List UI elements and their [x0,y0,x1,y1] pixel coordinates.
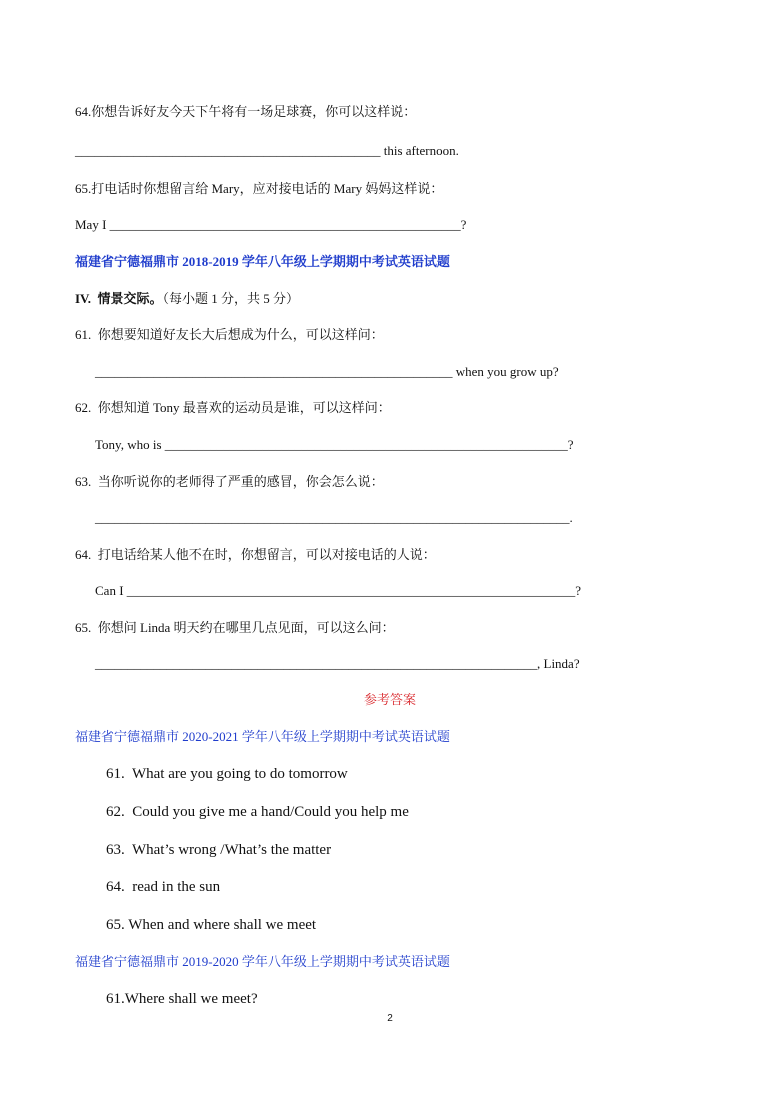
q62-answer-line [95,437,574,453]
q65-old-answer-line [75,217,466,233]
q64-tail: ? [575,583,582,598]
q65-tail: , Linda? [537,656,580,671]
q62-tail: ? [567,437,574,452]
q65-blank: ____________________________________________________________________ [95,656,537,671]
q64-old-answer-line [75,143,459,159]
answer-2020-61: 61. What are you going to do tomorrow [106,766,348,782]
q65-old-prompt: 65.打电话时你想留言给 Mary，应对接电话的 Mary 妈妈这样说： [75,181,444,196]
q64-old-blank: _______________________________________________ [75,143,381,158]
q64-blank: _____________________________________________________________________ [126,583,576,598]
q65-old-tail: ? [460,217,467,232]
section-heading-note: （每小题 1 分，共 5 分） [162,291,300,306]
answer-2020-65: 65. When and where shall we meet [106,917,317,933]
answer-2019-61: 61.Where shall we meet? [106,991,258,1007]
q65-old-head: May I [75,217,110,232]
q63-blank: _________________________________________________________________________ [95,510,570,525]
q63-prompt: 63. 当你听说你的老师得了严重的感冒，你会怎么说： [75,474,384,489]
q61-tail: when you grow up? [452,364,559,379]
q62-head: Tony, who is [95,437,165,452]
q64-old-prompt: 64.你想告诉好友今天下午将有一场足球赛，你可以这样说： [75,104,417,119]
answer-2020-63: 63. What’s wrong /What’s the matter [106,842,332,858]
section-title-2020: 福建省宁德福鼎市 2020-2021 学年八年级上学期期中考试英语试题 [75,729,450,744]
q64-answer-line [95,583,581,599]
q61-answer-line [95,364,559,380]
section-heading-label: IV. 情景交际。 [75,291,163,306]
q62-blank: ______________________________________________________________ [164,437,568,452]
section-heading-iv [75,291,299,307]
q63-tail: . [569,510,573,525]
q65-old-blank: ______________________________________________________ [109,217,461,232]
page-number: 2 [387,1013,393,1024]
q65-prompt: 65. 你想问 Linda 明天约在哪里几点见面，可以这么问： [75,620,395,635]
q62-prompt: 62. 你想知道 Tony 最喜欢的运动员是谁，可以这样问： [75,400,391,415]
answer-2020-64: 64. read in the sun [106,879,221,895]
q63-answer-line [95,510,573,526]
q64-head: Can I [95,583,127,598]
q64-old-tail: this afternoon. [380,143,459,158]
q64-prompt: 64. 打电话给某人他不在时，你想留言，可以对接电话的人说： [75,547,436,562]
q61-prompt: 61. 你想要知道好友长大后想成为什么，可以这样问： [75,327,384,342]
answer-key-title: 参考答案 [363,692,416,707]
section-title-2018: 福建省宁德福鼎市 2018-2019 学年八年级上学期期中考试英语试题 [75,254,450,269]
answer-2020-62: 62. Could you give me a hand/Could you help me [106,804,409,820]
section-title-2019: 福建省宁德福鼎市 2019-2020 学年八年级上学期期中考试英语试题 [75,954,450,969]
q65-answer-line [95,656,580,672]
q61-blank: _______________________________________________________ [95,364,453,379]
